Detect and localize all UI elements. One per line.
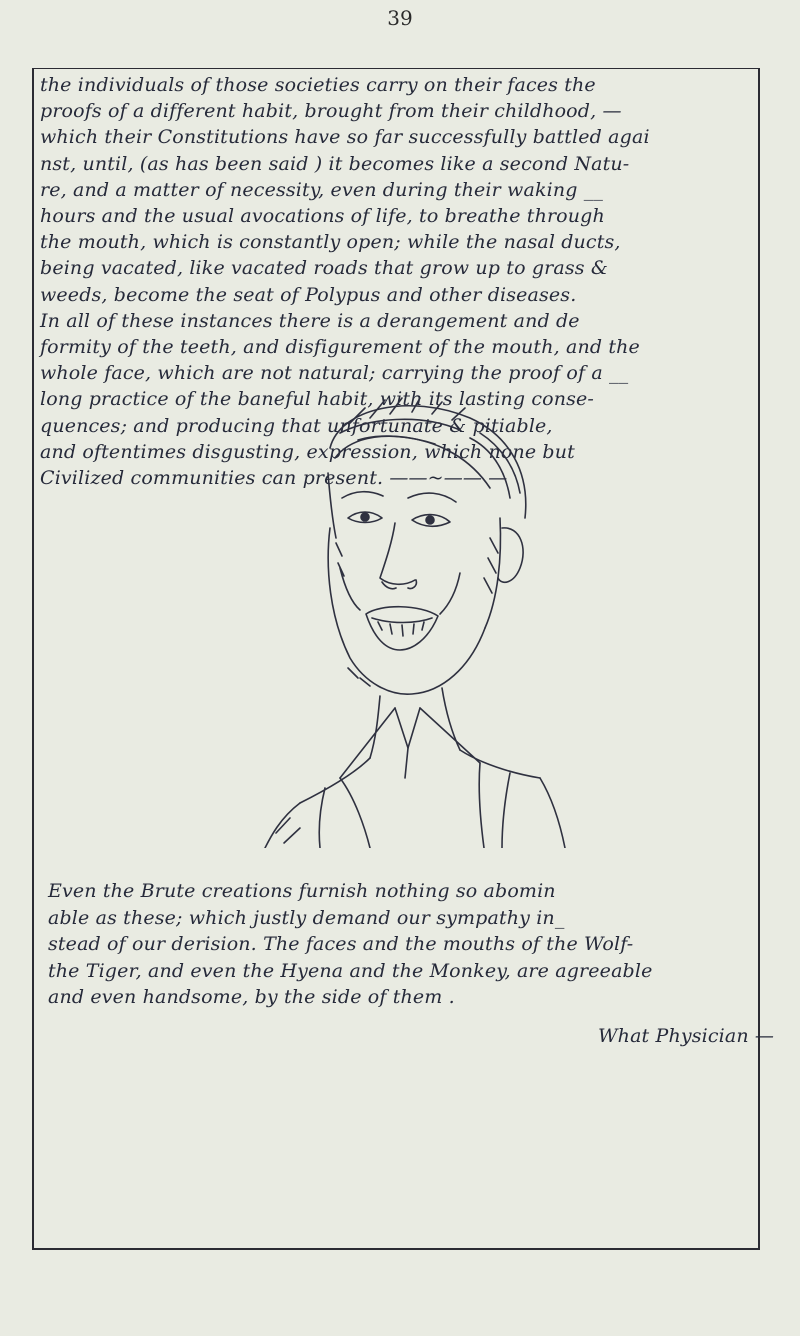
text-line: Civilized communities can present. ——~—— —	[40, 467, 508, 490]
text-line: and even handsome, by the side of them .	[48, 986, 455, 1008]
page-number: 39	[387, 6, 413, 30]
text-line: In all of these instances there is a derangement and de	[40, 309, 580, 332]
text-line: proofs of a different habit, brought from their childhood, —	[40, 100, 622, 123]
text-line: Even the Brute creations furnish nothing so abomin	[48, 880, 556, 902]
text-line: re, and a matter of necessity, even during their waking __	[40, 178, 604, 201]
portrait-sketch-icon	[180, 378, 600, 848]
text-line: stead of our derision. The faces and the mouths of the Wolf-	[48, 933, 634, 955]
text-line: which their Constitutions have so far successfully battled agai	[40, 126, 650, 149]
signature-line: What Physician —	[598, 1025, 775, 1047]
text-line: the mouth, which is constantly open; while the nasal ducts,	[40, 231, 621, 254]
text-line: formity of the teeth, and disfigurement of the mouth, and the	[40, 336, 640, 359]
text-line: the Tiger, and even the Hyena and the Monkey, are agreeable	[48, 959, 653, 982]
text-line: being vacated, like vacated roads that grow up to grass &	[40, 257, 608, 280]
text-line: weeds, become the seat of Polypus and other diseases.	[40, 283, 577, 306]
text-line: long practice of the baneful habit, with its lasting conse-	[40, 388, 594, 411]
text-line: and oftentimes disgusting, expression, which none but	[40, 440, 575, 463]
text-line: nst, until, (as has been said ) it becomes like a second Natu-	[40, 152, 630, 175]
text-line: hours and the usual avocations of life, to breathe through	[40, 205, 605, 228]
paragraph-2	[48, 878, 748, 1011]
text-line: the individuals of those societies carry on their faces the	[40, 74, 596, 96]
text-line: whole face, which are not natural; carrying the proof of a __	[40, 362, 629, 385]
text-line: quences; and producing that unfortunate & pitiable,	[40, 414, 553, 437]
text-line: able as these; which justly demand our sympathy in_	[48, 906, 565, 929]
